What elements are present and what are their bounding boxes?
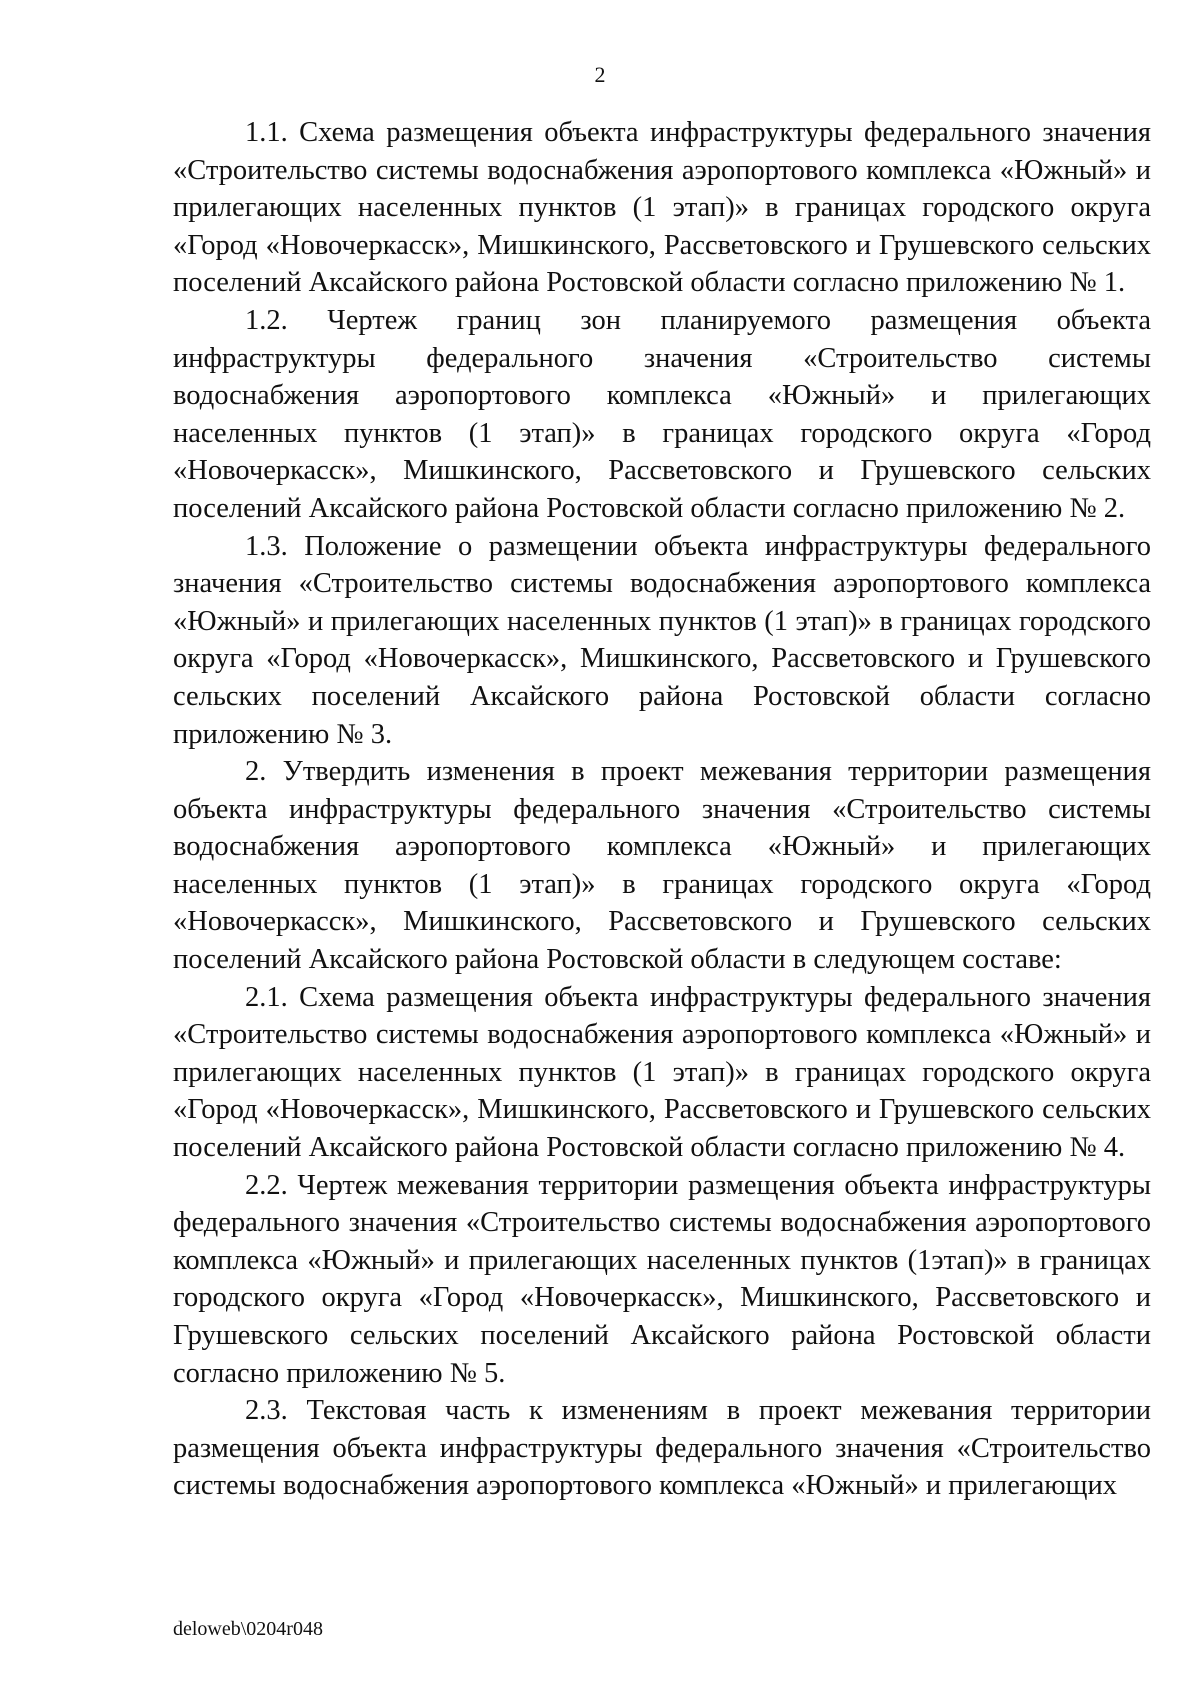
document-body bbox=[173, 114, 1151, 1505]
paragraph-2-3: 2.3. Текстовая часть к изменениям в проект межевания территории размещения объекта инфраструктуры федерального значения «Строительство системы водоснабжения аэропортового комплекса «Южный» и прилегающих bbox=[173, 1395, 1151, 1502]
paragraph-2-1: 2.1. Схема размещения объекта инфраструктуры федерального значения «Строительство системы водоснабжения аэропортового комплекса «Южный» и прилегающих населенных пунктов (1 этап)» в границах городского округа «Город «Новочеркасск», Мишкинского, Рассветовского и Грушевского сельских поселений Аксайского района Ростовской области согласно приложению № 4. bbox=[173, 981, 1151, 1164]
paragraph-1-2: 1.2. Чертеж границ зон планируемого размещения объекта инфраструктуры федерального значения «Строительство системы водоснабжения аэропортового комплекса «Южный» и прилегающих населенных пунктов (1 этап)» в границах городского округа «Город «Новочеркасск», Мишкинского, Рассветовского и Грушевского сельских поселений Аксайского района Ростовской области согласно приложению № 2. bbox=[173, 304, 1151, 524]
paragraph-1-1: 1.1. Схема размещения объекта инфраструктуры федерального значения «Строительство системы водоснабжения аэропортового комплекса «Южный» и прилегающих населенных пунктов (1 этап)» в границах городского округа «Город «Новочеркасск», Мишкинского, Рассветовского и Грушевского сельских поселений Аксайского района Ростовской области согласно приложению № 1. bbox=[173, 117, 1151, 299]
paragraph-1-3: 1.3. Положение о размещении объекта инфраструктуры федерального значения «Строительство системы водоснабжения аэропортового комплекса «Южный» и прилегающих населенных пунктов (1 этап)» в границах городского округа «Город «Новочеркасск», Мишкинского, Рассветовского и Грушевского сельских поселений Аксайского района Ростовской области согласно приложению № 3. bbox=[173, 530, 1151, 750]
footer-code: deloweb\0204r048 bbox=[173, 1618, 323, 1640]
paragraph-2-2: 2.2. Чертеж межевания территории размещения объекта инфраструктуры федерального значения «Строительство системы водоснабжения аэропортового комплекса «Южный» и прилегающих населенных пунктов (1этап)» в границах городского округа «Город «Новочеркасск», Мишкинского, Рассветовского и Грушевского сельских поселений Аксайского района Ростовской области согласно приложению № 5. bbox=[173, 1169, 1151, 1389]
paragraph-2: 2. Утвердить изменения в проект межевания территории размещения объекта инфраструктуры федерального значения «Строительство системы водоснабжения аэропортового комплекса «Южный» и прилегающих населенных пунктов (1 этап)» в границах городского округа «Город «Новочеркасск», Мишкинского, Рассветовского и Грушевского сельских поселений Аксайского района Ростовской области в следующем составе: bbox=[173, 756, 1151, 976]
page-number: 2 bbox=[594, 62, 606, 87]
